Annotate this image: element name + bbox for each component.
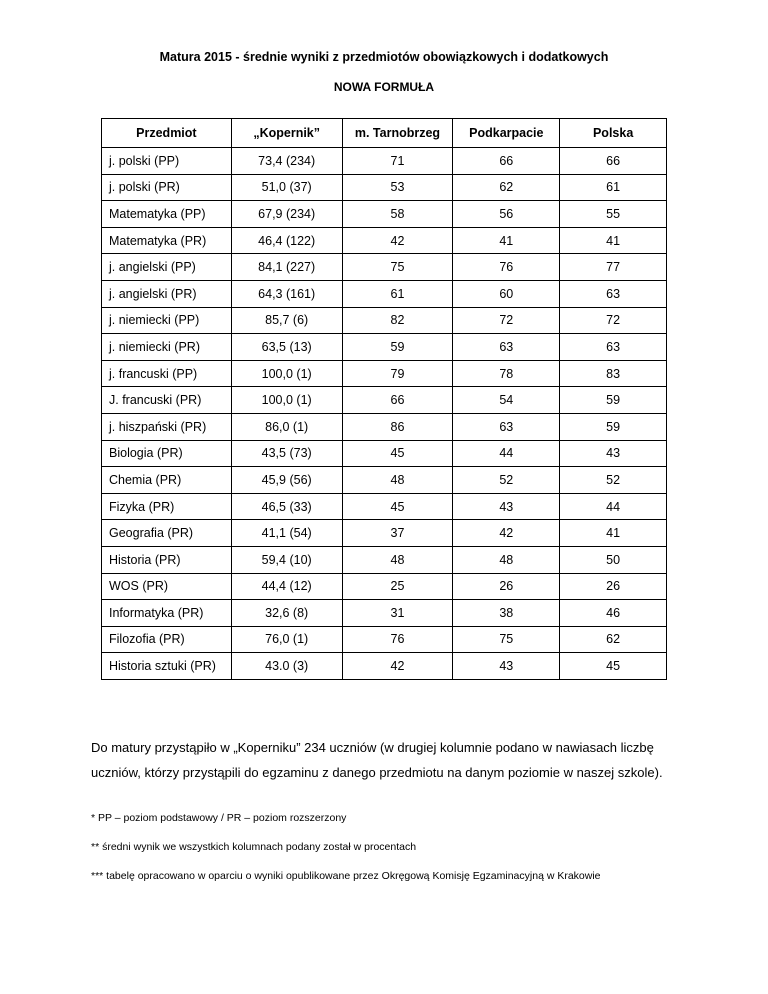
subject-cell: j. francuski (PP) [102,360,232,387]
polska-cell: 77 [560,254,667,281]
podkarpacie-cell: 43 [453,493,560,520]
polska-cell: 26 [560,573,667,600]
kopernik-cell: 32,6 (8) [231,600,342,627]
podkarpacie-cell: 66 [453,148,560,175]
polska-cell: 59 [560,413,667,440]
document-title: Matura 2015 - średnie wyniki z przedmiotów obowiązkowych i dodatkowych [159,50,609,64]
subject-cell: Geografia (PR) [102,520,232,547]
header-podkarpacie: Podkarpacie [453,119,560,148]
header-polska: Polska [560,119,667,148]
podkarpacie-cell: 72 [453,307,560,334]
kopernik-cell: 44,4 (12) [231,573,342,600]
tarnobrzeg-cell: 45 [342,440,453,467]
subject-cell: j. hiszpański (PR) [102,413,232,440]
tarnobrzeg-cell: 86 [342,413,453,440]
tarnobrzeg-cell: 42 [342,653,453,680]
header-kopernik: „Kopernik” [231,119,342,148]
table-row [102,227,667,254]
subject-cell: j. niemiecki (PR) [102,334,232,361]
kopernik-cell: 84,1 (227) [231,254,342,281]
table-row [102,387,667,414]
podkarpacie-cell: 56 [453,201,560,228]
subject-cell: Filozofia (PR) [102,626,232,653]
table-row [102,148,667,175]
tarnobrzeg-cell: 25 [342,573,453,600]
polska-cell: 66 [560,148,667,175]
kopernik-cell: 100,0 (1) [231,387,342,414]
kopernik-cell: 43.0 (3) [231,653,342,680]
tarnobrzeg-cell: 71 [342,148,453,175]
podkarpacie-cell: 38 [453,600,560,627]
tarnobrzeg-cell: 45 [342,493,453,520]
tarnobrzeg-cell: 66 [342,387,453,414]
tarnobrzeg-cell: 37 [342,520,453,547]
polska-cell: 52 [560,467,667,494]
table-row [102,201,667,228]
kopernik-cell: 45,9 (56) [231,467,342,494]
table-row [102,600,667,627]
polska-cell: 43 [560,440,667,467]
table-header-row [102,119,667,148]
kopernik-cell: 46,5 (33) [231,493,342,520]
polska-cell: 62 [560,626,667,653]
subject-cell: Chemia (PR) [102,467,232,494]
kopernik-cell: 41,1 (54) [231,520,342,547]
table-row [102,467,667,494]
table-row [102,334,667,361]
header-subject: Przedmiot [102,119,232,148]
kopernik-cell: 46,4 (122) [231,227,342,254]
kopernik-cell: 51,0 (37) [231,174,342,201]
participation-note: Do matury przystąpiło w „Koperniku” 234 uczniów (w drugiej kolumnie podano w nawiasach liczbę uczniów, którzy przystąpili do egzaminu z danego przedmiotu na danym poziomie w naszej szkole). [91,740,663,780]
tarnobrzeg-cell: 75 [342,254,453,281]
tarnobrzeg-cell: 53 [342,174,453,201]
table-body [102,148,667,680]
podkarpacie-cell: 75 [453,626,560,653]
table-row [102,573,667,600]
podkarpacie-cell: 42 [453,520,560,547]
subject-cell: Informatyka (PR) [102,600,232,627]
subject-cell: j. angielski (PP) [102,254,232,281]
polska-cell: 83 [560,360,667,387]
subject-cell: j. polski (PR) [102,174,232,201]
polska-cell: 46 [560,600,667,627]
kopernik-cell: 73,4 (234) [231,148,342,175]
document-subtitle: NOWA FORMUŁA [333,80,435,94]
podkarpacie-cell: 41 [453,227,560,254]
table-row [102,254,667,281]
polska-cell: 41 [560,227,667,254]
kopernik-cell: 67,9 (234) [231,201,342,228]
table-row [102,626,667,653]
polska-cell: 61 [560,174,667,201]
table-row [102,280,667,307]
table-row [102,653,667,680]
kopernik-cell: 86,0 (1) [231,413,342,440]
polska-cell: 55 [560,201,667,228]
table-row [102,493,667,520]
tarnobrzeg-cell: 31 [342,600,453,627]
podkarpacie-cell: 63 [453,413,560,440]
subject-cell: Historia (PR) [102,546,232,573]
podkarpacie-cell: 60 [453,280,560,307]
subject-cell: Historia sztuki (PR) [102,653,232,680]
kopernik-cell: 63,5 (13) [231,334,342,361]
footnote-source: *** tabelę opracowano w oparciu o wyniki opublikowane przez Okręgową Komisję Egzaminacyjną w Krakowie [91,870,601,882]
podkarpacie-cell: 63 [453,334,560,361]
podkarpacie-cell: 26 [453,573,560,600]
table-row [102,520,667,547]
tarnobrzeg-cell: 48 [342,546,453,573]
polska-cell: 50 [560,546,667,573]
podkarpacie-cell: 48 [453,546,560,573]
table-row [102,360,667,387]
tarnobrzeg-cell: 79 [342,360,453,387]
polska-cell: 59 [560,387,667,414]
polska-cell: 44 [560,493,667,520]
subject-cell: Matematyka (PR) [102,227,232,254]
podkarpacie-cell: 76 [453,254,560,281]
subject-cell: Matematyka (PP) [102,201,232,228]
subject-cell: j. niemiecki (PP) [102,307,232,334]
kopernik-cell: 100,0 (1) [231,360,342,387]
table-row [102,440,667,467]
subject-cell: WOS (PR) [102,573,232,600]
polska-cell: 41 [560,520,667,547]
tarnobrzeg-cell: 42 [342,227,453,254]
footnote-percent: ** średni wynik we wszystkich kolumnach podany został w procentach [91,841,417,853]
subject-cell: J. francuski (PR) [102,387,232,414]
kopernik-cell: 43,5 (73) [231,440,342,467]
subject-cell: j. angielski (PR) [102,280,232,307]
table-row [102,307,667,334]
tarnobrzeg-cell: 58 [342,201,453,228]
kopernik-cell: 85,7 (6) [231,307,342,334]
footnote-levels: * PP – poziom podstawowy / PR – poziom rozszerzony [91,812,347,824]
header-tarnobrzeg: m. Tarnobrzeg [342,119,453,148]
podkarpacie-cell: 78 [453,360,560,387]
tarnobrzeg-cell: 76 [342,626,453,653]
polska-cell: 63 [560,280,667,307]
podkarpacie-cell: 44 [453,440,560,467]
podkarpacie-cell: 62 [453,174,560,201]
podkarpacie-cell: 54 [453,387,560,414]
tarnobrzeg-cell: 59 [342,334,453,361]
tarnobrzeg-cell: 82 [342,307,453,334]
podkarpacie-cell: 52 [453,467,560,494]
subject-cell: Biologia (PR) [102,440,232,467]
tarnobrzeg-cell: 61 [342,280,453,307]
polska-cell: 45 [560,653,667,680]
table-row [102,174,667,201]
kopernik-cell: 76,0 (1) [231,626,342,653]
subject-cell: Fizyka (PR) [102,493,232,520]
tarnobrzeg-cell: 48 [342,467,453,494]
kopernik-cell: 64,3 (161) [231,280,342,307]
podkarpacie-cell: 43 [453,653,560,680]
subject-cell: j. polski (PP) [102,148,232,175]
results-table [101,118,667,680]
table-row [102,546,667,573]
polska-cell: 72 [560,307,667,334]
polska-cell: 63 [560,334,667,361]
table-row [102,413,667,440]
kopernik-cell: 59,4 (10) [231,546,342,573]
